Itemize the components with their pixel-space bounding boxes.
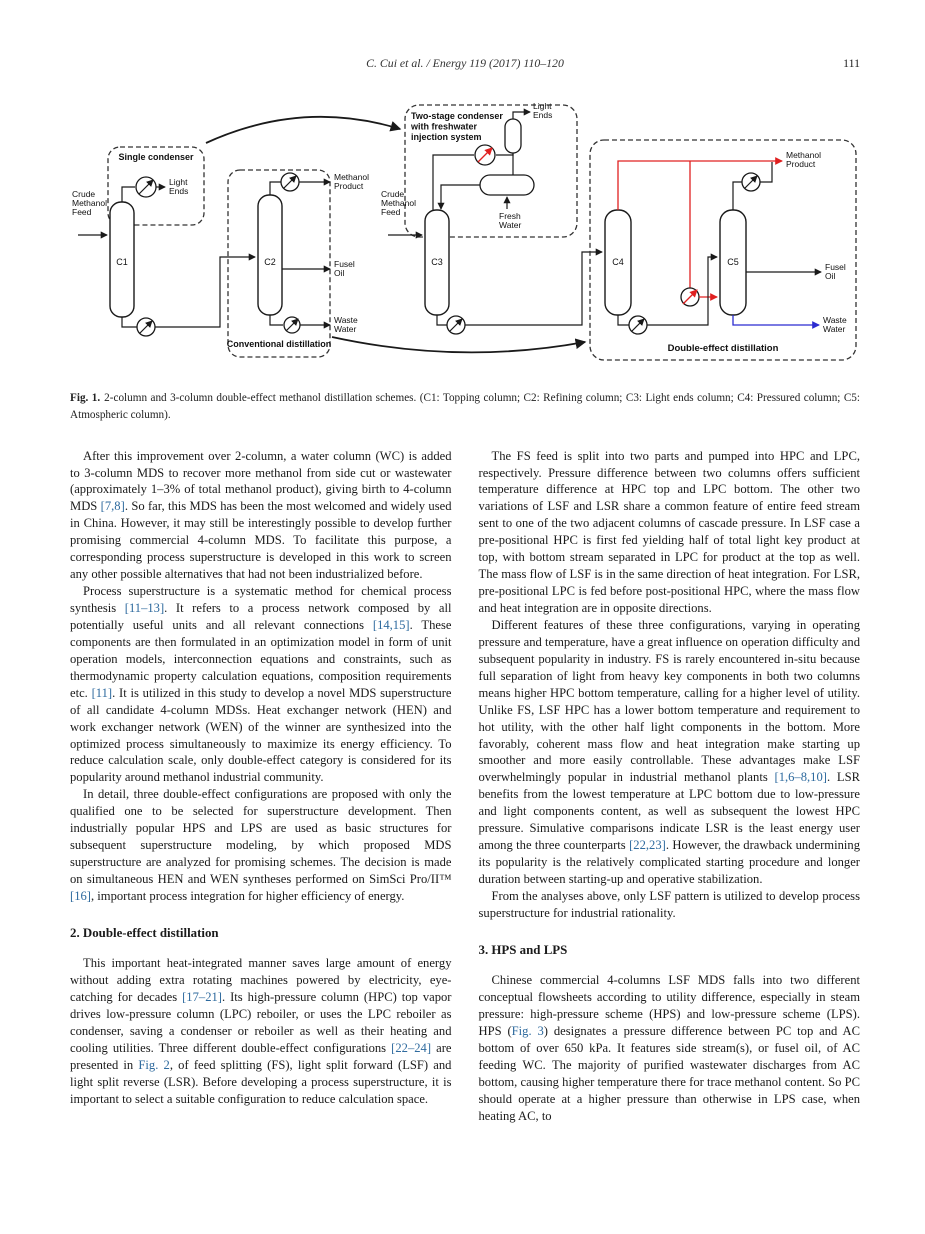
two-stage-condenser-icon xyxy=(475,145,495,165)
reflux-to-c3-line xyxy=(441,185,480,209)
c4-reboiler-icon xyxy=(629,316,647,334)
c1-to-c2-line xyxy=(155,257,255,327)
column-c4-label: C4 xyxy=(612,257,624,267)
paragraph xyxy=(70,786,452,905)
c2-condenser-icon xyxy=(281,173,299,191)
fusel-oil-left-label: Fusel Oil xyxy=(334,259,355,278)
section-heading: 3. HPS and LPS xyxy=(478,942,568,957)
text-run: . It is utilized in this study to develop a novel MDS superstructure of all candidate 4-column MDSs. Heat exchanger network (HEN) and work exchanger network (WEN) of the winner are synthesized into the optimized process simultaneously to maximize its energy efficiency. To reduce calculation scale, only double-effect category is considered for its popularity around methanol industrial community. xyxy=(70,685,452,785)
text-run: . However, the drawback undermining its popularity is the relatively complicated starting procedure and longer duration between starting-up and operative stabilization. xyxy=(478,838,860,887)
column-c2 xyxy=(258,195,282,315)
page-number: 111 xyxy=(843,56,860,70)
c5-condenser-icon xyxy=(742,173,760,191)
light-ends-right-arrow xyxy=(513,112,530,119)
text-run: The FS feed is split into two parts and pumped into HPC and LPC, respectively. Pressure difference between two columns offers sufficient temperature difference at HPC top and LPC bottom. The other two variations of LSF and LSR share a common feature of entire feed stream sent to one of the two adjacent columns of cascade pressure. In LSF case a pre-positional HPC is first fed yielding half of total light key product at top, with bottom stream separated in LPC for product at the top as well. The mass flow of LSF is in the same direction of heat integration. For LSR, pre-positional LPC is fed before post-positional HPC, where the mass flow and heat integration are in opposite directions. xyxy=(478,448,860,616)
paragraph xyxy=(479,617,861,888)
c3-to-c4-line xyxy=(465,252,602,325)
figure-caption xyxy=(70,390,860,424)
article-column-right xyxy=(479,448,861,1125)
condenser-to-drum-line xyxy=(496,153,513,155)
text-run: , of feed splitting (FS), light split forward (LSF) and light split reverse (LSR). Before developing a process superstructure, it is important to select a suitable configuration to reduce calculation space. xyxy=(70,1057,452,1106)
citation-link[interactable]: [7,8] xyxy=(100,499,125,514)
running-head: C. Cui et al. / Energy 119 (2017) 110–120 xyxy=(366,56,564,70)
text-run: From the analyses above, only LSF pattern is utilized to develop process superstructure for industrial rationality. xyxy=(478,888,860,920)
text-run: . Its high-pressure column (HPC) top vapor drives low-pressure column (LPC) reboiler, or uses the LPC reboiler as condenser, saving a condenser or reboiler as well as their heating and cooling utilities. Three different double-effect configurations xyxy=(70,990,452,1055)
text-run: . So far, this MDS has been the most welcomed and widely used in China. However, it may still be interestingly possible to develop further promising commercial 4-column MDS. To facilitate this purpose, a corresponding process superstructure is developed in this work to screen any other possible alternatives that had not been industrialized before. xyxy=(70,499,452,582)
text-run: This important heat-integrated manner saves large amount of energy without adding extra rotating machines powered by electricity, eye-catching for decades xyxy=(70,956,452,1005)
conventional-label: Conventional distillation xyxy=(226,339,332,349)
text-run: After this improvement over 2-column, a water column (WC) is added to 3-column MDS to recover more methanol from side cut or wastewater (approximately 1–3% of total methanol product), giving birth to 4-column MDS xyxy=(70,448,452,514)
text-run: , important process integration for higher efficiency of energy. xyxy=(90,888,405,903)
citation-link[interactable]: Fig. 3 xyxy=(511,1024,544,1038)
figure-caption-label: Fig. 1. xyxy=(70,392,101,404)
crude-feed-right-label: Crude Methanol Feed xyxy=(381,189,416,217)
paragraph xyxy=(479,888,861,922)
c1-overhead-line xyxy=(122,187,135,202)
paragraph xyxy=(70,583,452,786)
c1-condenser-icon xyxy=(136,177,156,197)
c2-overhead-line xyxy=(270,182,281,195)
crude-feed-left-label: Crude Methanol Feed xyxy=(72,189,107,217)
section-heading: 2. Double-effect distillation xyxy=(70,925,219,940)
methanol-product-right-label: Methanol Product xyxy=(786,150,821,169)
c4-bottoms-line xyxy=(618,315,629,325)
combined-condenser-reboiler-icon xyxy=(681,288,699,306)
text-run: . It refers to a process network composed by all potentially useful units and all relevant connections xyxy=(70,601,452,632)
double-effect-scheme xyxy=(590,140,856,360)
text-run: ) designates a pressure difference between PC top and AC bottom of over 650 kPa. It features side stream(s), or fusel oil, of AC feeding WC. The majority of purified wastewater discharges from AC bottom, causing higher temperature there for trace methanol content. So PC should operate at a higher pressure than otherwise in LPS case, when heating AC, to xyxy=(478,1024,860,1123)
citation-link[interactable]: [16] xyxy=(70,888,91,903)
c1-reboiler-icon xyxy=(137,318,155,336)
reflux-drum xyxy=(505,119,521,153)
c3-overhead-line xyxy=(433,155,474,210)
freshwater-drum xyxy=(480,175,534,195)
figure-diagram xyxy=(70,97,860,375)
text-run: Process superstructure is a systematic method for chemical process synthesis xyxy=(70,584,452,616)
citation-link[interactable]: Fig. 2 xyxy=(138,1057,170,1072)
c3-bottoms-line xyxy=(437,315,447,325)
column-c1-label: C1 xyxy=(116,257,128,267)
column-c3-label: C3 xyxy=(431,257,443,267)
text-run: are presented in xyxy=(70,1040,452,1072)
citation-link[interactable]: [1,6–8,10] xyxy=(774,770,827,785)
fresh-water-label: Fresh Water xyxy=(499,211,522,230)
article-column-left xyxy=(70,448,452,1125)
single-condenser-label: Single condenser xyxy=(118,152,194,162)
text-run: In detail, three double-effect configurations are proposed with only the qualified one to be selected for superstructure development. Then industrially popular HPS and LPS are used as basic structures for subsequent superstructure modeling, by which proposed MDS superstructure are analyzed for promising schemes. The decision is made on simultaneous HEN and WEN syntheses performed on SimSci Pro/II™ xyxy=(70,787,452,887)
text-run: . LSR benefits from the lowest temperature at LPC bottom due to low-pressure and light components content, as well as subsequent the lowest HPC pressure. Simulative comparisons indicate LSR is the least energy user among the three counterparts xyxy=(478,770,860,853)
page-header xyxy=(70,56,860,71)
light-ends-right-label: Light Ends xyxy=(533,101,553,120)
citation-link[interactable]: [11] xyxy=(91,685,113,700)
c5-condensate-line xyxy=(760,162,772,182)
citation-link[interactable]: [22,23] xyxy=(629,838,666,853)
c3-reboiler-icon xyxy=(447,316,465,334)
citation-link[interactable]: [14,15] xyxy=(372,617,410,632)
figure-caption-text: 2-column and 3-column double-effect methanol distillation schemes. (C1: Topping column; C2: Refining column; C3: Light ends column; C4: Pressured column; C5: Atmospheric column). xyxy=(70,392,860,421)
methanol-product-left-label: Methanol Product xyxy=(334,172,369,191)
text-run: Chinese commercial 4-columns LSF MDS falls into two different conceptual flowsheets according to utility difference, especially in steam pressure: high-pressure scheme (HPS) and low-pressure scheme (LPS). HPS ( xyxy=(478,973,860,1038)
c4-to-c5-line xyxy=(647,257,717,325)
conventional-scheme xyxy=(72,147,369,357)
c1-bottoms-line xyxy=(122,317,137,327)
c5-overhead-line xyxy=(733,182,742,210)
light-ends-left-label: Light Ends xyxy=(169,177,189,196)
citation-link[interactable]: [11–13] xyxy=(124,601,165,616)
paragraph xyxy=(70,955,452,1107)
fusel-oil-right-label: Fusel Oil xyxy=(825,262,846,281)
column-c2-label: C2 xyxy=(264,257,276,267)
upgrade-arrow-top xyxy=(206,117,400,143)
paragraph xyxy=(70,448,452,584)
article-body xyxy=(70,448,860,1125)
text-run: Different features of these three configurations, varying in operating pressure and temperature, have a great influence on operation difficulty and subsequent popularity in industry. FS is rarely encountered in-situ because full separation of light from heavy key components in both two columns means higher HPC bottom temperature, calling for a higher level of utility. Unlike FS, LSF HPC has a lower bottom temperature and requirement to hot utility, with the other half light components in the bottom. More favorably, coherent mass flow and heat integration make starting up smoother and more easily controllable. These advantages make LSF overwhelmingly popular in industrial methanol plants xyxy=(478,617,860,785)
column-c5-label: C5 xyxy=(727,257,739,267)
upgrade-arrow-bottom xyxy=(332,337,585,352)
waste-water-right-arrow xyxy=(733,315,819,325)
double-effect-label: Double-effect distillation xyxy=(667,343,779,354)
light-ends-column-section xyxy=(381,101,602,334)
waste-water-left-label: Waste Water xyxy=(334,315,358,334)
waste-water-right-label: Waste Water xyxy=(823,315,847,334)
c2-bottoms-line xyxy=(270,315,283,325)
paragraph xyxy=(479,448,861,617)
c2-reboiler-icon xyxy=(284,317,300,333)
text-run: . These components are then formulated in an optimization model in form of unit operation models, interconnection equations and constraints, such as thermodynamic property calculation equations, composition requirements etc. xyxy=(70,617,452,700)
citation-link[interactable]: [17–21] xyxy=(182,990,222,1005)
two-stage-condenser-label: Two-stage condenser with freshwater injection system xyxy=(411,111,503,142)
citation-link[interactable]: [22–24] xyxy=(391,1040,432,1055)
paragraph xyxy=(479,972,861,1124)
figure-1 xyxy=(70,97,860,424)
